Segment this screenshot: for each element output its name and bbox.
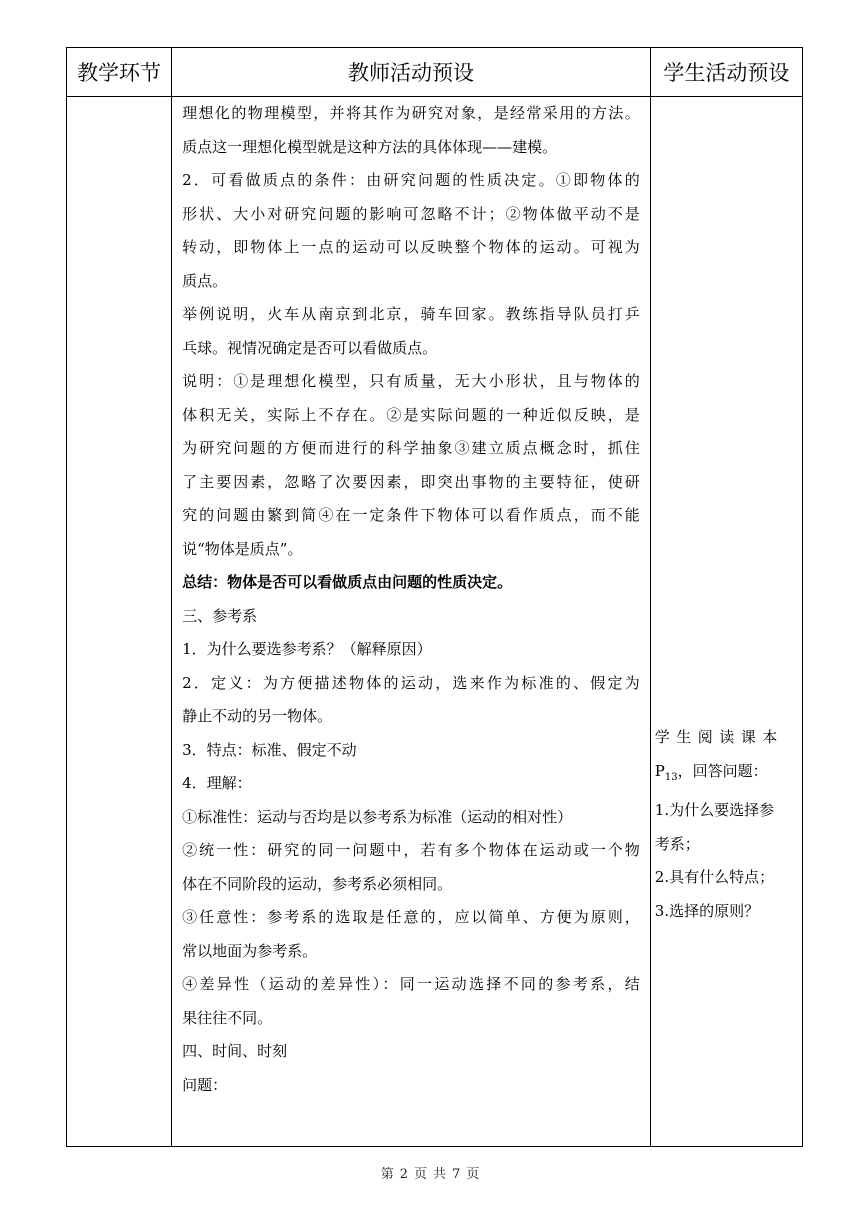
summary-line: 总结：物体是否可以看做质点由问题的性质决定。 — [182, 573, 513, 591]
page-footer — [0, 1163, 860, 1182]
header-student-activity: 学生活动预设 — [650, 48, 802, 97]
teacher-line: 质点。 — [182, 271, 228, 290]
teacher-line: ②统一性：研究的同一问题中，若有多个物体在运动或一个物 — [182, 841, 640, 859]
student-line — [655, 755, 798, 795]
teacher-line: 3．特点：标准、假定不动 — [182, 740, 357, 759]
student-line: 考系； — [654, 834, 700, 853]
teacher-line: 了主要因素，忽略了次要因素，即突出事物的主要特征，使研 — [182, 472, 640, 491]
footer-total-pages: 7 — [452, 1167, 461, 1182]
teacher-line: 转动，即物体上一点的运动可以反映整个物体的运动。可视为 — [182, 238, 640, 256]
footer-page-number: 2 — [399, 1167, 408, 1182]
student-line: 1.为什么要选择参 — [654, 801, 775, 819]
teacher-line: 果往往不同。 — [182, 1008, 273, 1027]
teacher-activity-cell — [172, 97, 651, 1147]
footer-ye-2: 页 — [466, 1167, 480, 1182]
teacher-line: 质点这一理想化模型就是这种方法的具体体现——建模。 — [182, 137, 558, 156]
teacher-line: 理想化的物理模型，并将其作为研究对象，是经常采用的方法。 — [182, 104, 640, 122]
teacher-line: 举例说明，火车从南京到北京，骑车回家。教练指导队员打乒 — [182, 305, 640, 323]
teacher-line: 说“物体是质点”。 — [182, 539, 303, 558]
footer-ye: 页 — [413, 1167, 427, 1182]
student-page-number: 13 — [664, 771, 678, 783]
teacher-line: 常以地面为参考系。 — [182, 941, 318, 960]
table-header-row — [67, 48, 803, 97]
student-line-text: ，回答问题： — [677, 761, 768, 780]
teacher-line: 形状、大小对研究问题的影响可忽略不计；②物体做平动不是 — [182, 204, 640, 223]
teacher-line: ④差异性（运动的差异性）：同一运动选择不同的参考系，结 — [182, 975, 640, 993]
lesson-table — [66, 47, 803, 1147]
teacher-line: 体在不同阶段的运动，参考系必须相同。 — [182, 874, 453, 893]
teacher-line: 体积无关，实际上不存在。②是实际问题的一种近似反映，是 — [182, 405, 640, 424]
student-page-ref: P — [654, 761, 665, 780]
header-teacher-activity: 教师活动预设 — [172, 48, 651, 97]
section-heading-reference-frame: 三、参考系 — [182, 606, 258, 625]
student-line: 2.具有什么特点； — [654, 868, 775, 886]
teacher-line: 究的问题由繁到简④在一定条件下物体可以看作质点，而不能 — [182, 506, 640, 524]
footer-di: 第 — [380, 1167, 394, 1182]
teacher-line: 为研究问题的方便而进行的科学抽象③建立质点概念时，抓住 — [182, 439, 640, 457]
teacher-line: 说明：①是理想化模型，只有质量，无大小形状，且与物体的 — [182, 372, 640, 390]
header-teaching-stage: 教学环节 — [67, 48, 172, 97]
teacher-line: 问题： — [182, 1075, 228, 1094]
section-heading-time: 四、时间、时刻 — [182, 1042, 288, 1060]
teacher-line: 2．定义：为方便描述物体的运动，选来作为标准的、假定为 — [182, 673, 640, 692]
teacher-line: 静止不动的另一物体。 — [182, 707, 333, 725]
teacher-line: 乓球。视情况确定是否可以看做质点。 — [182, 338, 438, 357]
teacher-line: 1．为什么要选参考系？（解释原因） — [182, 640, 432, 658]
teacher-line: ①标准性：运动与否均是以参考系为标准（运动的相对性） — [182, 807, 573, 826]
teaching-stage-cell — [67, 97, 172, 1147]
student-line: 3.选择的原则？ — [654, 901, 760, 920]
teacher-line: 4．理解： — [182, 774, 252, 792]
teacher-line: ③任意性：参考系的选取是任意的，应以简单、方便为原则， — [182, 908, 640, 926]
student-line: 学生阅读课本 — [654, 728, 784, 746]
teacher-line: 2．可看做质点的条件：由研究问题的性质决定。①即物体的 — [182, 171, 640, 189]
table-body-row — [67, 97, 803, 1147]
footer-gong: 共 — [433, 1167, 447, 1182]
student-activity-cell — [650, 97, 802, 1147]
